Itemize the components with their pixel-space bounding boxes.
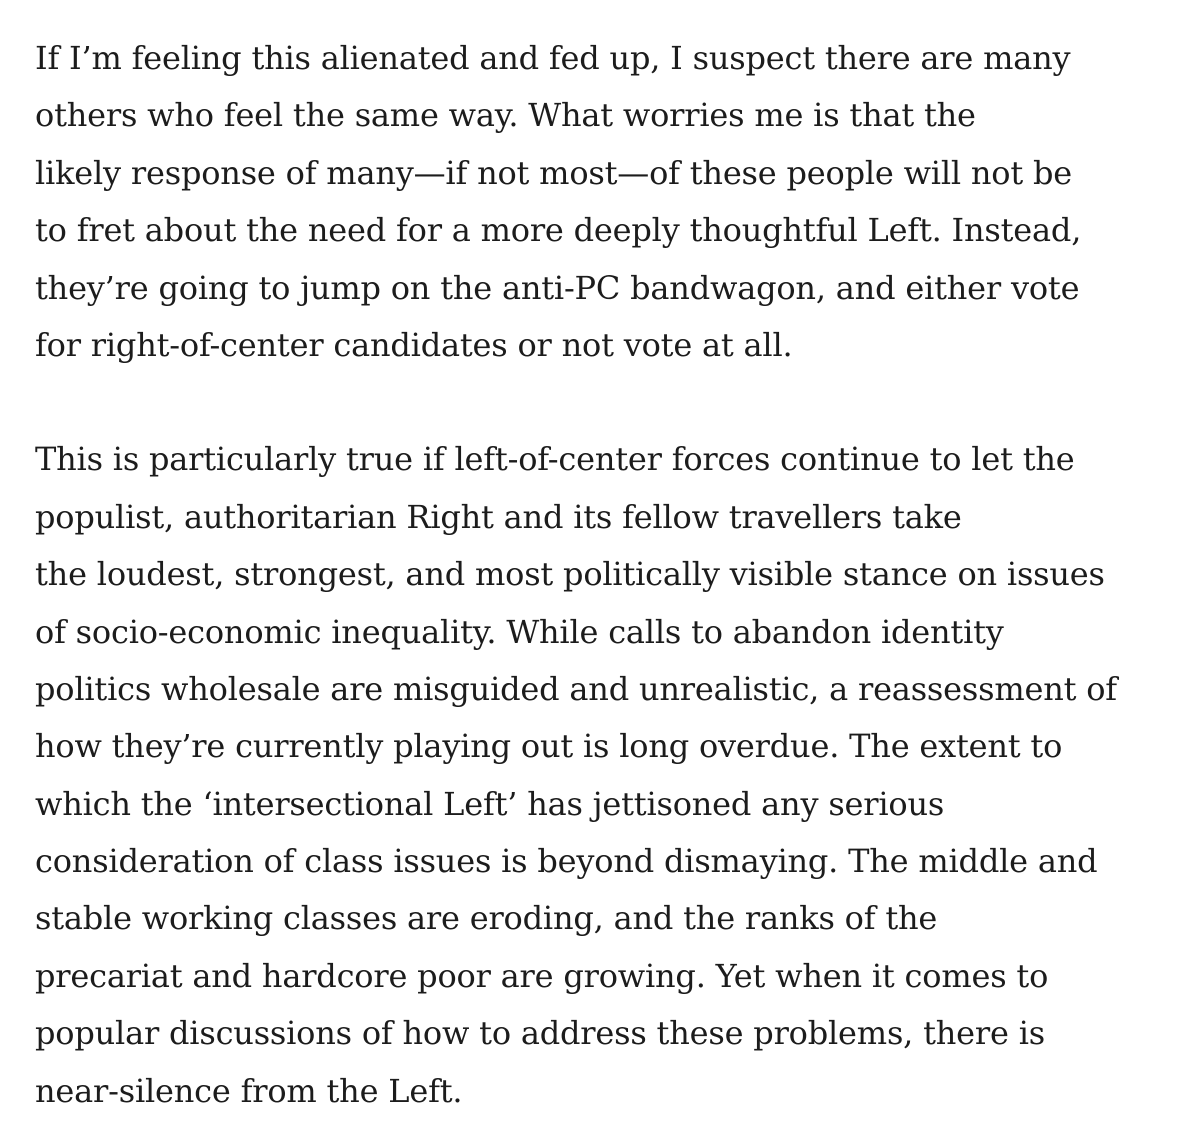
text-line: how they’re currently playing out is long overdue. The extent to [35,727,1063,766]
article-body [35,30,1185,1120]
paragraph-2 [35,431,1185,1120]
text-line: of socio-economic inequality. While calls to abandon identity [35,612,1004,651]
text-line: precariat and hardcore poor are growing. Yet when it comes to [35,956,1049,995]
text-line: likely response of many—if not most—of these people will not be [35,153,1072,192]
text-line: populist, authoritarian Right and its fellow travellers take [35,497,962,536]
paragraph-1 [35,30,1185,374]
text-line: they’re going to jump on the anti-PC bandwagon, and either vote [35,268,1080,307]
text-line: for right-of-center candidates or not vote at all. [35,325,793,364]
text-line: near-silence from the Left. [35,1071,463,1110]
text-line: the loudest, strongest, and most politically visible stance on issues [35,555,1105,594]
text-line: to fret about the need for a more deeply thoughtful Left. Instead, [35,211,1082,250]
text-line: popular discussions of how to address these problems, there is [35,1014,1045,1053]
text-line: politics wholesale are misguided and unrealistic, a reassessment of [35,669,1117,708]
text-line: others who feel the same way. What worries me is that the [35,96,976,135]
text-line: If I’m feeling this alienated and fed up, I suspect there are many [35,39,1071,77]
text-line: which the ‘intersectional Left’ has jettisoned any serious [35,784,945,823]
text-line: consideration of class issues is beyond dismaying. The middle and [35,842,1098,881]
text-line: This is particularly true if left-of-center forces continue to let the [35,440,1075,479]
text-line: stable working classes are eroding, and the ranks of the [35,899,938,938]
